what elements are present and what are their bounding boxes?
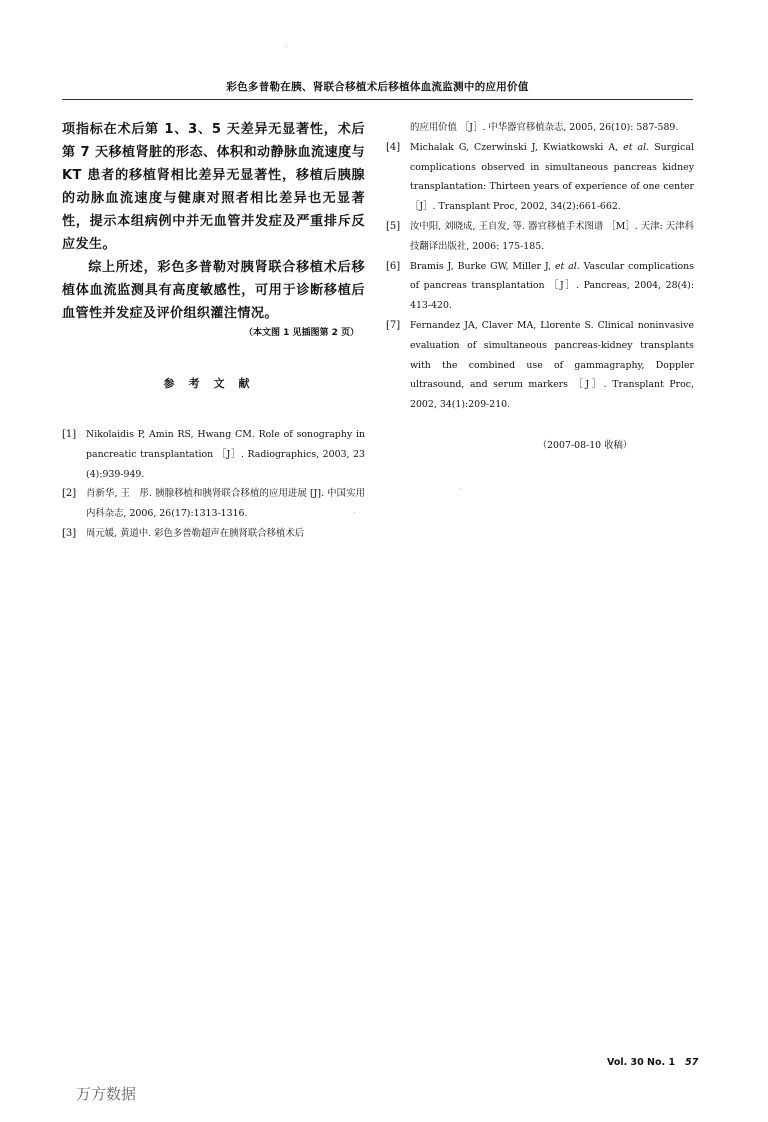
reference-text: 肖新华, 王 彤. 胰腺移植和胰肾联合移植的应用进展 [J]. 中国实用内科杂志, 2006, 26(17):1313-1316. xyxy=(86,488,365,520)
reference-item-3-continued xyxy=(386,118,694,138)
footer-volume-page xyxy=(607,1057,698,1068)
et-al-italic: et al. xyxy=(623,141,650,153)
reference-item-2 xyxy=(62,484,365,524)
references-heading: 参考文献 xyxy=(163,377,264,390)
reference-text: 汝中阳, 刘晓成, 王自发, 等. 器官移植手术图谱 ［M］. 天津: 天津科技翻译出版社, 2006: 175-185. xyxy=(410,220,694,252)
reference-number: [4] xyxy=(386,141,401,153)
figure-note: （本文图 1 见插图第 2 页） xyxy=(243,328,359,338)
et-al-italic: et al. xyxy=(554,260,580,272)
reference-item-7 xyxy=(386,316,694,415)
reference-text: Nikolaidis P, Amin RS, Hwang CM. Role of sonography in pancreatic transplantation ［J］. Radiographics, 2003, 23 (4):939-949. xyxy=(86,429,365,480)
reference-text: Fernandez JA, Claver MA, Llorente S. Clinical noninvasive evaluation of simultaneous pancreas-kidney transplants with the combined use of gammagraphy, Doppler ultrasound, and serum markers ［J］. Transplant Proc, 2002, 34(1):209-210. xyxy=(410,319,694,411)
reference-text: Michalak G, Czerwinski J, Kwiatkowski A, xyxy=(410,141,624,153)
reference-number: [2] xyxy=(62,488,77,500)
volume-issue: Vol. 30 No. 1 xyxy=(607,1057,676,1068)
scan-speck xyxy=(354,512,355,513)
reference-item-1 xyxy=(62,425,365,484)
body-paragraph-1: 项指标在术后第 1、3、5 天差异无显著性，术后第 7 天移植肾脏的形态、体积和动静脉血流速度与 KT 患者的移植肾相比差异无显著性，移植后胰腺的动脉血流速度与健康对照者相比差异也无显著性，提示本组病例中并无血管并发症及严重排斥反应发生。 xyxy=(62,122,365,252)
header-rule xyxy=(62,99,693,100)
reference-item-3-start xyxy=(62,524,365,544)
page-number: 57 xyxy=(685,1057,699,1068)
reference-text: Surgical complications observed in simultaneous pancreas kidney transplantation: Thirteen years of experience of one center ［J］. Transplant Proc, 2002, 34(2):661-662. xyxy=(410,141,694,213)
left-column xyxy=(62,118,365,544)
right-column xyxy=(386,118,694,451)
reference-text: 周元媛, 黄道中. 彩色多普勒超声在胰肾联合移植术后 xyxy=(86,527,305,539)
watermark: 万方数据 xyxy=(76,1085,137,1103)
scan-speck xyxy=(460,488,461,489)
reference-item-5 xyxy=(386,217,694,257)
received-date-note: （2007-08-10 收稿） xyxy=(537,439,633,451)
reference-number: [7] xyxy=(386,319,401,331)
running-header-title: 彩色多普勒在胰、肾联合移植术后移植体血流监测中的应用价值 xyxy=(226,81,529,93)
reference-number: [1] xyxy=(62,429,77,440)
reference-number: [3] xyxy=(62,527,77,539)
reference-text: 的应用价值 ［J］. 中华器官移植杂志, 2005, 26(10): 587-589. xyxy=(410,122,679,133)
reference-number: [6] xyxy=(386,260,401,272)
reference-text: Bramis J, Burke GW, Miller J, xyxy=(410,260,555,272)
body-paragraph-2: 综上所述，彩色多普勒对胰肾联合移植术后移植体血流监测具有高度敏感性，可用于诊断移植后血管性并发症及评价组织灌注情况。 xyxy=(62,260,365,321)
reference-item-4 xyxy=(386,138,694,217)
reference-number: [5] xyxy=(386,220,401,232)
reference-item-6 xyxy=(386,257,694,316)
scan-speck xyxy=(286,46,287,47)
reference-text: Vascular complications of pancreas transplantation ［J］. Pancreas, 2004, 28(4): 413-420. xyxy=(410,260,694,312)
